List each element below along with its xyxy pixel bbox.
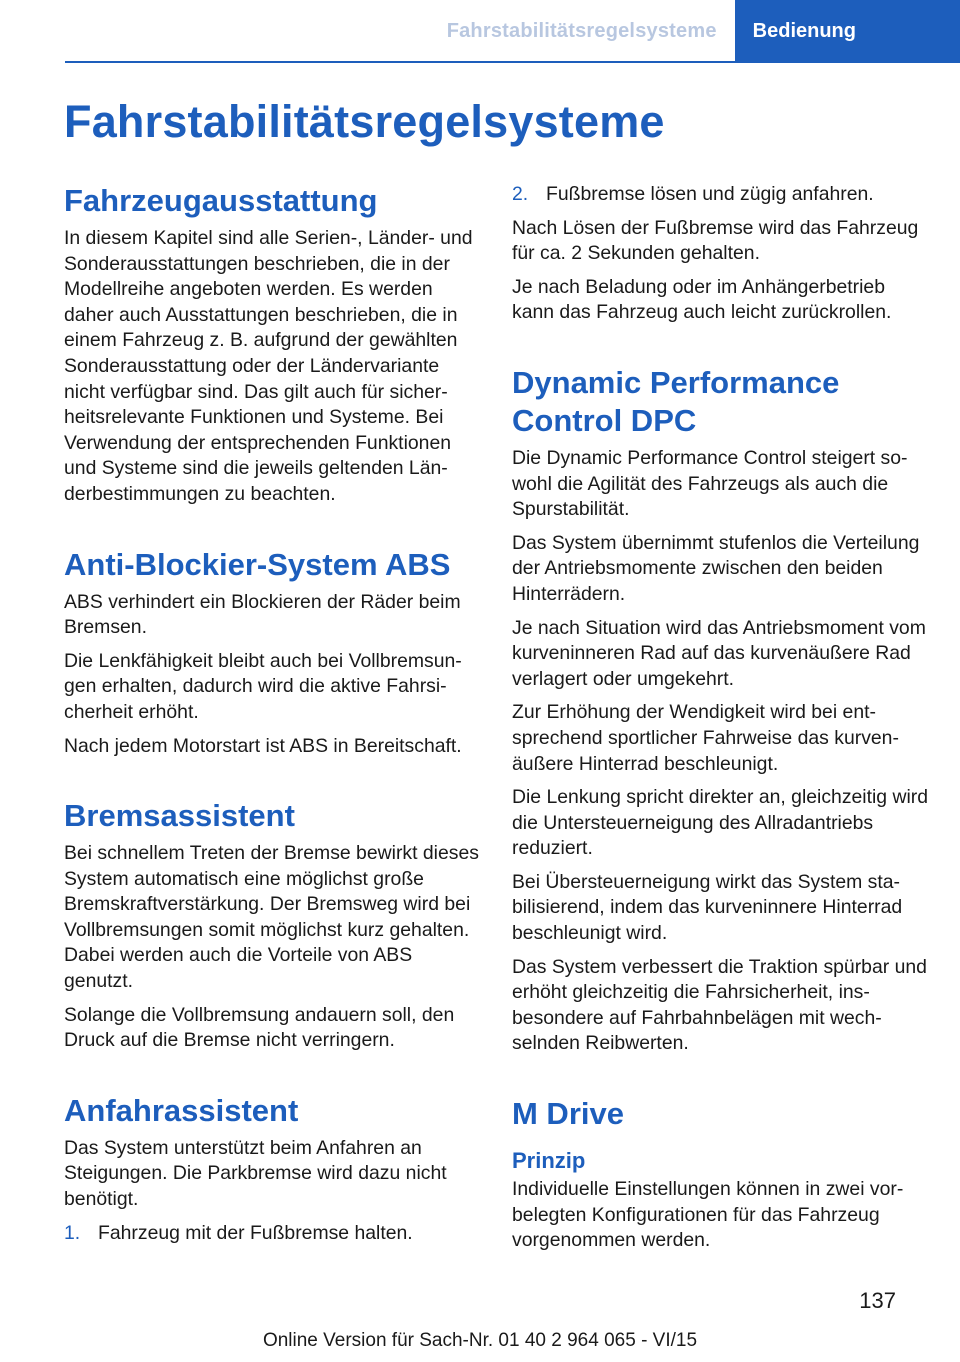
paragraph: Die Lenkfähigkeit bleibt auch bei Vollbremsungen erhalten, dadurch wird die aktive Fahrsicherheit erhöht. xyxy=(64,649,462,723)
step-text: Fußbremse lösen und zügig anfahren. xyxy=(546,183,874,205)
heading-fahrzeugausstattung: Fahrzeugausstattung xyxy=(64,183,378,218)
paragraph: Nach Lösen der Fußbremse wird das Fahrzeug für ca. 2 Sekunden gehalten. xyxy=(512,216,919,265)
paragraph: Je nach Situation wird das Antriebsmoment vom kurveninneren Rad auf das kurvenäußere Rad verlagert oder umgekehrt. xyxy=(512,616,926,690)
paragraph: Bei schnellem Treten der Bremse bewirkt dieses System automatisch eine möglichst große Bremskraftverstärkung. Der Bremsweg wird bei Vollbremsungen somit möglichst kurz gehalten. Dabei werden auch die Vorteile von ABS genutzt. xyxy=(64,842,479,993)
header-section-title: Fahrstabilitätsregelsysteme xyxy=(446,19,717,42)
heading-bremsassistent: Bremsassistent xyxy=(64,798,295,834)
paragraph: Das System unterstützt beim Anfahren an Steigungen. Die Parkbremse wird dazu nicht benötigt. xyxy=(64,1136,447,1211)
paragraph: Individuelle Einstellungen können in zwei vorbelegten Konfigurationen für das Fahrzeug vorgenommen werden. xyxy=(512,1178,904,1252)
paragraph: Das System verbessert die Traktion spürbar und erhöht gleichzeitig die Fahrsicherheit, insbesondere auf Fahrbahnbelägen mit wechselnden Reibwerten. xyxy=(512,955,927,1055)
right-column xyxy=(512,182,932,1262)
paragraph: Das System übernimmt stufenlos die Verteilung der Antriebsmomente zwischen den beiden Hinterrädern. xyxy=(512,531,920,605)
paragraph: Je nach Beladung oder im Anhängerbetrieb kann das Fahrzeug auch leicht zurückrollen. xyxy=(512,275,892,324)
paragraph: Solange die Vollbremsung andauern soll, den Druck auf die Bremse nicht verringern. xyxy=(64,1003,455,1052)
running-header xyxy=(429,0,960,62)
step-2 xyxy=(512,182,932,208)
paragraph: ABS verhindert ein Blockieren der Räder beim Bremsen. xyxy=(64,590,461,639)
heading-m-drive: M Drive xyxy=(512,1096,624,1132)
step-text: Fahrzeug mit der Fußbremse halten. xyxy=(98,1221,413,1244)
step-number: 2. xyxy=(512,183,529,205)
page-number: 137 xyxy=(859,1288,896,1313)
paragraph: In diesem Kapitel sind alle Serien-, Länder- und Sonderausstattungen beschrieben, die in der Modellreihe angeboten werden. Es werden daher auch Ausstattungen beschrieben, die in einem Fahrzeug z. B. aufgrund der gewählten Sonderausstattung oder der Ländervariante nicht verfügbar sind. Das gilt auch für sicherheitsrelevante Funktionen und Systeme. Bei Verwendung der entsprechenden Funktionen und Systeme sind die jeweils geltenden Länderbestimmungen zu beachten. xyxy=(64,227,473,505)
step-number: 1. xyxy=(64,1221,81,1244)
page-title: Fahrstabilitätsregelsysteme xyxy=(64,96,665,147)
header-chapter-tab: Bedienung xyxy=(735,0,960,62)
header-rule xyxy=(65,61,960,63)
paragraph: Nach jedem Motorstart ist ABS in Bereitschaft. xyxy=(64,734,462,757)
footer-version: Online Version für Sach-Nr. 01 40 2 964 065 - VI/15 xyxy=(262,1330,698,1351)
heading-anfahrassistent: Anfahrassistent xyxy=(64,1092,299,1128)
paragraph: Die Dynamic Performance Control steigert sowohl die Agilität des Fahrzeugs als auch die Spurstabilität. xyxy=(512,446,908,521)
left-column xyxy=(64,182,482,1254)
heading-abs: Anti-Blockier-System ABS xyxy=(64,546,451,582)
step-1 xyxy=(64,1221,482,1247)
subheading-prinzip: Prinzip xyxy=(512,1148,586,1174)
paragraph: Zur Erhöhung der Wendigkeit wird bei entsprechend sportlicher Fahrweise das kurvenäußere Hinterrad beschleunigt. xyxy=(512,701,899,775)
paragraph: Die Lenkung spricht direkter an, gleichzeitig wird die Untersteuerneigung des Allradantriebs reduziert. xyxy=(512,786,929,860)
paragraph: Bei Übersteuerneigung wirkt das System stabilisierend, indem das kurveninnere Hinterrad beschleunigt wird. xyxy=(512,870,903,945)
heading-dpc: Dynamic Performance Control DPC xyxy=(512,364,840,438)
